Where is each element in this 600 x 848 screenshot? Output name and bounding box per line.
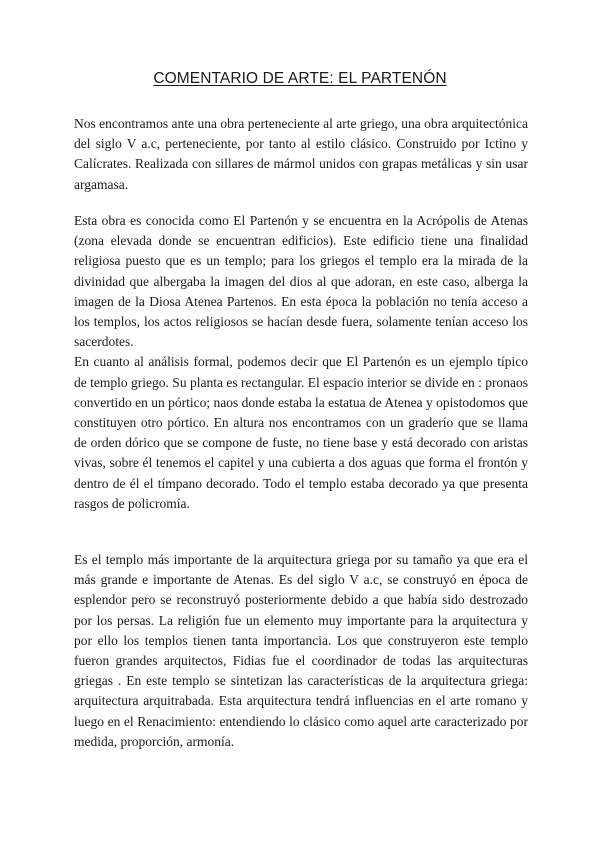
document-title: COMENTARIO DE ARTE: EL PARTENÓN: [153, 70, 447, 87]
paragraph-description: Esta obra es conocida como El Partenón y se encuentra en la Acrópolis de Atenas (zona elevada donde se encuentran edificios). Este edificio tiene una finalidad religiosa puesto que es un templo; para los griegos el templo era la mirada de la divinidad que albergaba la imagen del dios al que adoran, en este caso, alberga la imagen de la Diosa Atenea Partenos. En esta época la población no tenía acceso a los templos, los actos religiosos se hacían desde fuera, solamente tenían acceso los sacerdotes. En cuanto al análisis formal, podemos decir que El Partenón es un ejemplo típico de templo griego. Su planta es rectangular. El espacio interior se divide en : pronaos convertido en un pórtico; naos donde estaba la estatua de Atenea y opistodomos que constituyen otro pórtico. En altura nos encontramos con un graderío que se llama de orden dórico que se compone de fuste, no tiene base y está decorado con aristas vivas, sobre él tenemos el capitel y una cubierta a dos aguas que forma el frontón y dentro de él el tímpano decorado. Todo el templo estaba decorado ya que presenta rasgos de policromía.: [74, 213, 529, 511]
paragraph-intro: Nos encontramos ante una obra perteneciente al arte griego, una obra arquitectónica del siglo V a.c, perteneciente, por tanto al estilo clásico. Construido por Ictino y Calícrates. Realizada con sillares de mármol unidos con grapas metálicas y sin usar argamasa.: [74, 116, 528, 192]
paragraph-importance: Es el templo más importante de la arquitectura griega por su tamaño ya que era el más grande e importante de Atenas. Es del siglo V a.c, se construyó en época de esplendor pero se reconstruyó posteriormente debido a que había sido destrozado por los persas. La religión fue un elemento muy importante para la arquitectura y por ello los templos tienen tanta importancia. Los que construyeron este templo fueron grandes arquitectos, Fidias fue el coordinador de todas las arquitecturas griegas . En este templo se sintetizan las características de la arquitectura griega: arquitectura arquitrabada. Esta arquitectura tendrá influencias en el arte romano y luego en el Renacimiento: entendiendo lo clásico como aquel arte caracterizado por medida, proporción, armonía.: [74, 552, 528, 749]
